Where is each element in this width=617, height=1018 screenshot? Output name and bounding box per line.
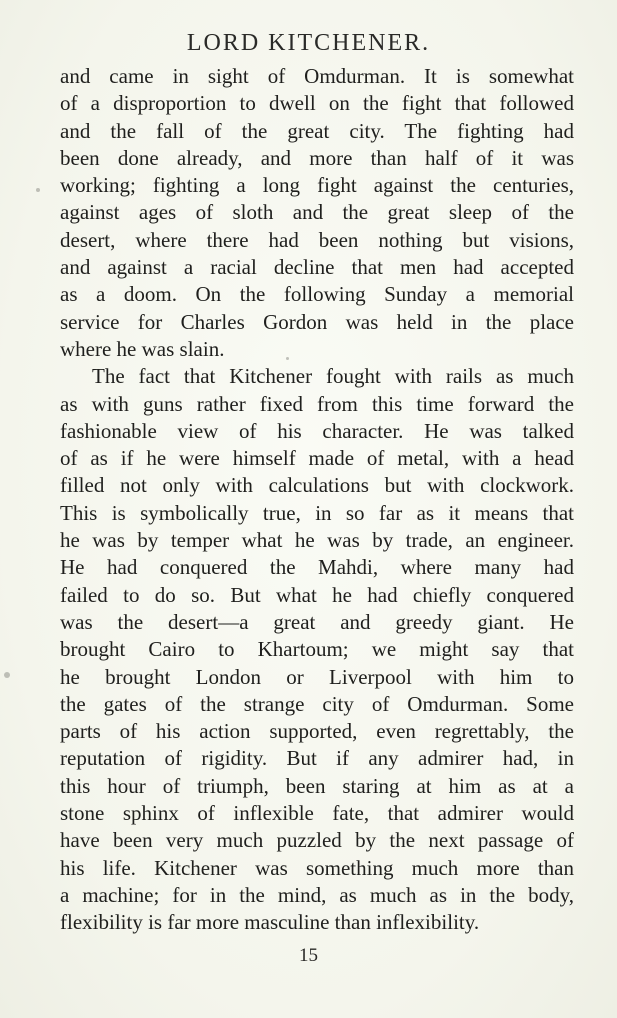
paper-speck xyxy=(36,188,40,192)
text-line: was the desert—a great and greedy giant. He xyxy=(60,609,574,634)
text-line: of a disproportion to dwell on the fight that followed xyxy=(60,91,574,116)
text-line: of as if he were himself made of metal, with a head xyxy=(60,446,574,471)
text-line: working; fighting a long fight against the centuries, xyxy=(60,173,574,198)
text-line: fashionable view of his character. He was talked xyxy=(60,418,574,443)
text-line: his life. Kitchener was something much more than xyxy=(60,855,574,880)
paper-speck xyxy=(4,672,10,678)
text-line: as with guns rather fixed from this time forward the xyxy=(60,391,574,416)
text-line: filled not only with calculations but with clockwork. xyxy=(60,473,574,498)
paper-speck xyxy=(286,357,289,360)
text-line: desert, where there had been nothing but visions, xyxy=(60,227,574,252)
text-line: against ages of sloth and the great sleep of the xyxy=(60,200,574,225)
text-line: have been very much puzzled by the next passage of xyxy=(60,828,574,853)
text-line: he was by temper what he was by trade, an engineer. xyxy=(60,528,574,553)
text-line: where he was slain. xyxy=(60,336,225,361)
text-line: flexibility is far more masculine than inflexibility. xyxy=(60,910,480,935)
text-line: a machine; for in the mind, as much as in the body, xyxy=(60,882,574,907)
text-line: the gates of the strange city of Omdurman. Some xyxy=(60,691,574,716)
text-line: stone sphinx of inflexible fate, that admirer would xyxy=(60,801,574,826)
text-line: failed to do so. But what he had chiefly conquered xyxy=(60,582,574,607)
running-head: LORD KITCHENER. xyxy=(186,30,431,56)
text-line: and came in sight of Omdurman. It is somewhat xyxy=(60,64,574,88)
text-line: This is symbolically true, in so far as it means that xyxy=(60,500,574,525)
text-line: brought Cairo to Khartoum; we might say that xyxy=(60,637,574,662)
text-line: The fact that Kitchener fought with rails as much xyxy=(92,364,574,389)
text-line: as a doom. On the following Sunday a memorial xyxy=(60,282,574,307)
paragraph xyxy=(60,63,574,363)
text-line: service for Charles Gordon was held in the place xyxy=(60,309,574,334)
text-line: parts of his action supported, even regrettably, the xyxy=(60,719,574,744)
page-number: 15 xyxy=(299,945,318,966)
text-line: and the fall of the great city. The fighting had xyxy=(60,118,574,143)
text-line: He had conquered the Mahdi, where many had xyxy=(60,555,574,580)
text-line: this hour of triumph, been staring at him as at a xyxy=(60,773,574,798)
text-line: been done already, and more than half of it was xyxy=(60,145,574,170)
body-text xyxy=(60,63,574,937)
text-line: he brought London or Liverpool with him to xyxy=(60,664,574,689)
paragraph xyxy=(60,363,574,936)
text-line: and against a racial decline that men had accepted xyxy=(60,255,574,280)
text-line: reputation of rigidity. But if any admirer had, in xyxy=(60,746,574,771)
